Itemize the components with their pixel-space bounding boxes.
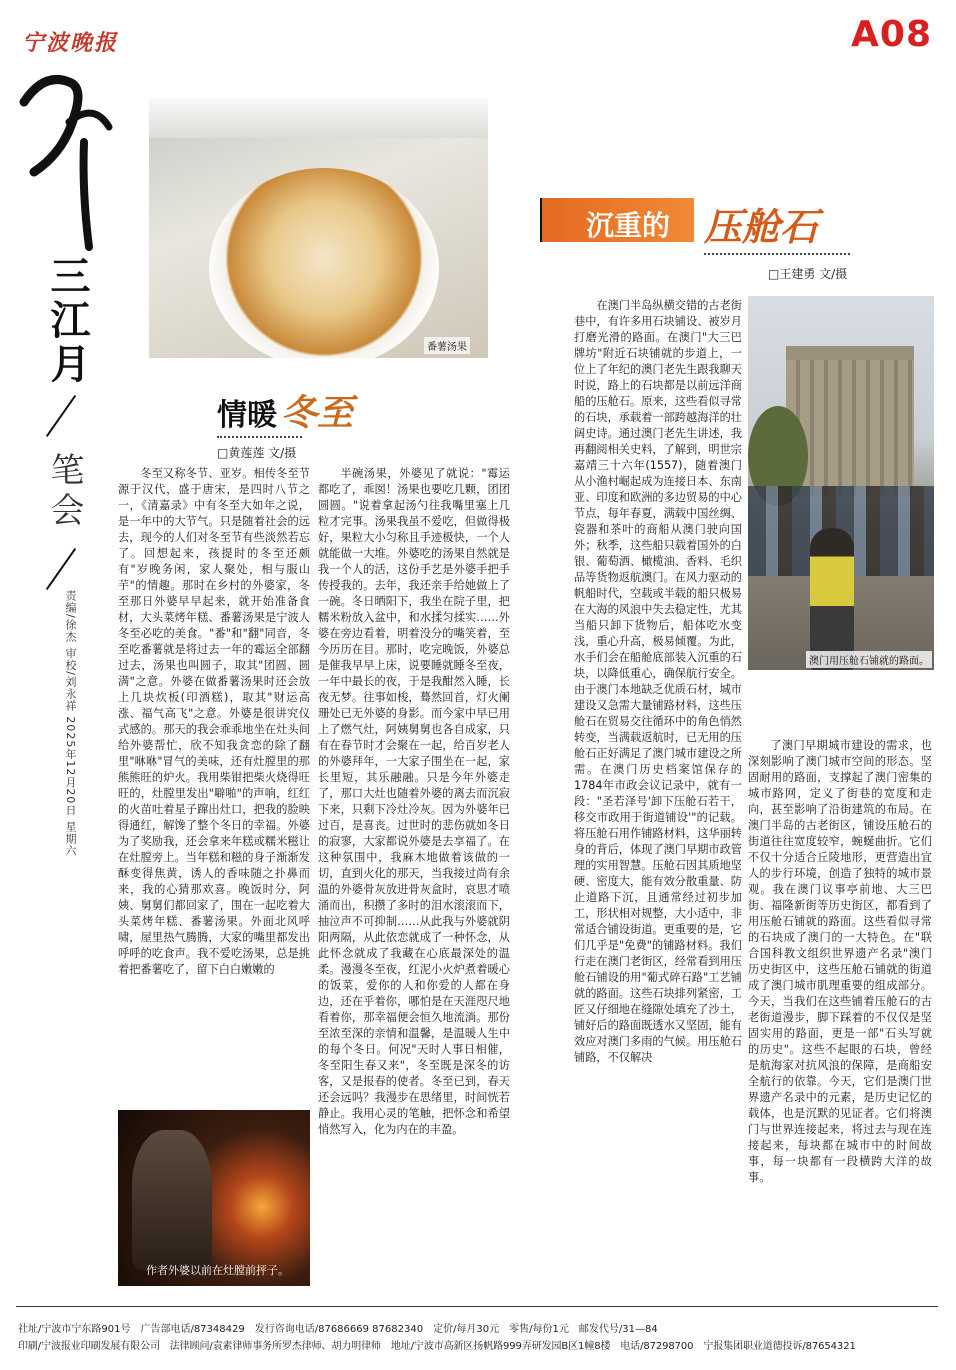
section-name: 三江月	[44, 255, 91, 387]
right-title-banner	[540, 198, 694, 242]
article-column: 了澳门早期城市建设的需求，也深刻影响了澳门城市空间的形态。坚固耐用的路面，支撑起了澳门密集的城市路网，定义了街巷的宽度和走向，甚至影响了沿街建筑的布局。在澳门半岛的古老街区，铺设压舱石的街道往往宽度较窄，蜿蜒曲折。它们不仅十分适合丘陵地形，更营造出宜人的步行环境，创造了独特的城市景观。我在澳门议事亭前地、大三巴街、福隆新街等历史街区，都看到了用压舱石铺就的路面。这些看似寻常的石块成了澳门的一大特色。在"联合国科教文组织世界遗产名录"澳门历史街区中，这些压舱石铺就的街道成了澳门城市肌理重要的组成部分。今天，当我们在这些铺着压舱石的古老街道漫步，脚下踩着的不仅仅是坚固实用的路面，更是一部"石头写就的历史"。这些不起眼的石块，曾经是航海家对抗风浪的保障，是商船安全航行的依靠。今天，它们是澳门世界遗产名录中的元素，是历史记忆的载体，也是沉默的见证者。它们将澳门与世界连接起来，将过去与现在连接起来，每块都在城市中的时间故事，每一块都有一段横跨大洋的故事。	[748, 739, 932, 1184]
section-subname: 笔会	[44, 452, 84, 532]
divider	[16, 1306, 938, 1307]
article-column: 在澳门半岛纵横交错的古老街巷中，有许多用石块铺设、被岁月打磨光滑的路面。在澳门"大三巴牌坊"附近石块铺就的步道上，一位上了年纪的澳门老先生跟我聊天时说，路上的石块都是以前远洋商船的压舱石。原来，这些看似寻常的石块，承载着一部跨越海洋的壮阔史诗。通过澳门老先生讲述，我再翻阅相关史料，了解到，明世宗嘉靖三十六年(1557)，随着澳门从小渔村崛起成为连接日本、东南亚、印度和欧洲的多边贸易的中心节点，每年春夏，满载中国丝绸、瓷器和茶叶的商船从澳门驶向国外；秋季，这些船只载着国外的白银、葡萄酒、橄榄油、香料、毛织品等货物返航澳门。在风力驱动的帆船时代，空载或半载的船只极易在大海的风浪中失去稳定性，尤其当船只卸下货物后，船体吃水变浅，重心升高，极易倾覆。为此，水手们会在船舱底部装入沉重的石块，以降低重心，确保航行安全。由于澳门本地缺乏优质石材，城市建设又急需大量铺路材料，这些压舱石在贸易交往循环中的角色悄然转变，当满载返航时，已无用的压舱石正好满足了澳门城市建设之所需。在澳门历史档案馆保存的1784年市政会议记录中，就有一段："圣若泽号'卸下压舱石若干，移交市政用于街道铺设'"的记载。将压舱石用作铺路材料，这华丽转身的背后，体现了澳门早期市政管理的实用智慧。压舱石因其质地坚硬、密度大，能有效分散重量、防止道路下沉，且通常经过初步加工，形状相对规整，大小适中，非常适合铺设街道。更重要的是，它们几乎是"免费"的铺路材料。我们行走在澳门老街区，经常看到用压舱石铺设的用"葡式碎石路"工艺铺就的路面。这些石块排列紧密，工匠又仔细地在缝隙处填充了沙土，铺好后的路面既透水又坚固，能有效应对澳门多雨的气候。用压舱石铺路，不仅解决	[574, 299, 742, 1064]
brush-stroke-decoration	[14, 62, 114, 252]
title-part2: 压舱石	[704, 204, 819, 249]
article-column: 冬至又称冬节、亚岁。相传冬至节源于汉代，盛于唐宋，是四时八节之一，《清嘉录》中有冬至大如年之说，是一年中的大节气。只是随着社会的远去，现今的人们对冬至节有些淡然若忘了。回想起来，孩提时的冬至还颇有"岁晚务闲，家人聚处，相与服山芋"的情趣。那时在乡村的外婆家，冬至那日外婆早早起来，就开始准备食材，大头菜烤年糕、番薯汤果是宁波人冬至必吃的美食。"番"和"翻"同音，冬至吃番薯就是将过去一年的霉运全部翻过去，汤果也叫圆子，取其"团圆、圆满"之意。外婆在做番薯汤果时还会放上几块炊板(印酒糕)，取其"财运高涨、福气高飞"之意。外婆是很讲究仪式感的。那天的我会乖乖地坐在灶头间给外婆帮忙，欣不知我贪恋的除了翻里"咻咻"冒气的美味，还有灶膛里的那熊熊旺的炉火。我用柴钳把柴火烧得旺旺的，灶膛里发出"噼啪"的声响，红红的火苗吐着星子蹿出灶口，把我的脸映得通红，解馋了整个冬日的幸福。外婆为了奖励我，还会拿来年糕或糯米糍让在灶膛旁上。当年糕和糍的身子渐渐发酥变得焦黄，诱人的香味随之扑鼻而来，我的心猜那欢喜。晚饭时分，阿姨、舅舅们都回家了，围在一起吃着大头菜烤年糕、番薯汤果。外面北风呼啸，屋里热气腾腾，大家的嘴里都发出呼呼的吃食声。我不爱吃汤果，总是挑着把番薯吃了，留下白白嫩嫩的	[118, 467, 310, 976]
article-column: 半碗汤果，外婆见了就说："霉运都吃了，乖囡！汤果也要吃几颗，团团圆圆。"说着拿起汤勺往我嘴里塞上几粒才完事。汤果我虽不爱吃，但做得极好，果粒大小匀称且手迹极快，一个人就能做一大堆。外婆吃的汤果自然就是我一个人的活，这份手艺是外婆手把手传授我的。去年，我还亲手给她做上了一碗。冬日晒阳下，我坐在院子里，把糯米粉放入盆中，和水揉匀揉实……外婆在旁边看着，明着没分的嘴笑着，至今历历在目。那时，吃完晚饭，外婆总是催我早早上床，说要睡就睡冬至夜，一年中最长的夜，于是我酣然入睡，长夜无梦。往事如梭，蓦然回首，灯火阑珊处已无外婆的身影。而今家中早已用上了燃气灶，阿姨舅舅也各自成家，只有在春节时才会聚在一起，给百岁老人的外婆拜年，一大家子围坐在一起，家长里短，其乐融融。只是今年外婆走了，那口大灶也随着外婆的离去而沉寂下来，只剩下冷灶冷灰。因为外婆年已过百，是喜丧。过世时的悲伤就如冬日的寂寥，大家都说外婆是去享福了。在这种氛围中，我麻木地做着该做的一切，直到火化的那天，当我接过尚有余温的外婆骨灰放进骨灰盒时，哀思才喷涌而出，积攒了多时的泪水滚滚而下，抽泣声不可抑制……从此我与外婆就阴阳两隔，从此依恋就成了一种怀念，从此怀念就成了我藏在心底最深处的温柔。漫漫冬至夜，红泥小火炉煮着暖心的饭菜，爱你的人和你爱的人都在身边，还在乎着你，哪怕是在天涯咫尺地看着你，那幸福便会恒久地流淌。那份至浓至深的亲情和温馨，是温暖人生中的每个冬日。何况"天时人事日相催，冬至阳生春又来"，冬至既是深冬的访客，又是报春的使者。冬至已到，春天还会远吗？我漫步在思绪里，时间恍若静止。我用心灵的笔触，把怀念和希望悄然写入，化为内在的丰盈。	[318, 467, 510, 1136]
paper-name: 宁波晚报	[22, 30, 119, 56]
photo-caption: 澳门用压舱石铺就的路面。	[806, 651, 932, 668]
title-part2: 冬至	[281, 392, 354, 434]
byline: □王建勇 文/摄	[768, 267, 848, 281]
title-part1: 情暖	[217, 398, 277, 433]
title-part1: 沉重的	[586, 209, 671, 242]
page-code: A08	[851, 14, 932, 55]
divider	[46, 548, 76, 590]
macau-street-photo	[748, 296, 934, 670]
divider	[540, 198, 542, 242]
editor-meta: 责编/徐杰 审校/刘永祥 2025年12月20日 星期六	[64, 590, 77, 857]
left-article-title	[217, 385, 353, 436]
divider	[704, 253, 850, 255]
soup-photo	[149, 98, 488, 358]
divider	[46, 395, 76, 437]
stove-photo	[118, 1110, 310, 1286]
photo-caption: 番薯汤果	[424, 337, 470, 354]
footer-info: 印刷/宁波报业印刷发展有限公司 法律顾问/袁素律师事务所罗杰律师、胡力明律师 地址/宁波市高新区扬帆路999弄研发园B区1幢8楼 电话/87298700 宁报集团职业道德投诉/87654321	[18, 1341, 856, 1352]
divider	[217, 436, 302, 438]
byline: □黄莲莲 文/摄	[217, 446, 297, 460]
photo-caption: 作者外婆以前在灶膛前抨子。	[146, 1264, 289, 1277]
footer-info: 社址/宁波市宁东路901号 广告部电话/87348429 发行咨询电话/87686669 87682340 定价/每月30元 零售/每份1元 邮发代号/31—84	[18, 1324, 658, 1335]
